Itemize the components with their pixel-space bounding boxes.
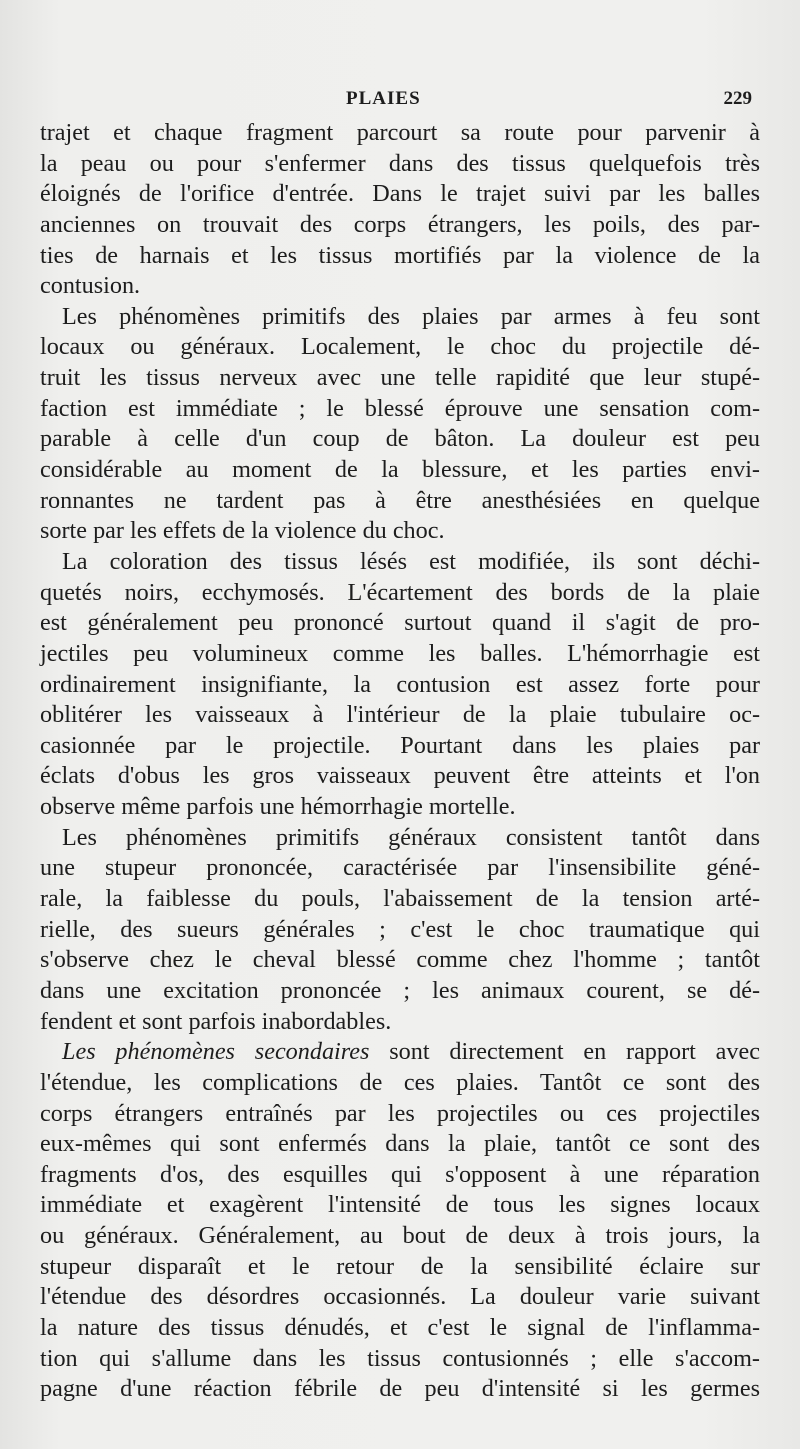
text-line: ou généraux. Généralement, au bout de deux à trois jours, la [40,1222,760,1250]
italic-lead: Les phénomènes secondaires [62,1038,370,1066]
text-line: dans une excitation prononcée ; les animaux courent, se dé- [40,976,760,1004]
text-line: corps étrangers entraînés par les projectiles ou ces projectiles [40,1099,760,1127]
text-line: casionnée par le projectile. Pourtant dans les plaies par [40,731,760,759]
text-line: trajet et chaque fragment parcourt sa route pour parvenir à [40,119,760,146]
text-line: locaux ou généraux. Localement, le choc du projectile dé- [40,333,760,361]
text-line: une stupeur prononcée, caractérisée par l'insensibilite géné- [40,854,760,882]
text-line: observe même parfois une hémorrhagie mortelle. [40,793,516,821]
paragraph [40,823,760,1037]
text-line: Les phénomènes primitifs des plaies par armes à feu sont [62,302,760,330]
text-line: l'étendue, les complications de ces plaies. Tantôt ce sont des [40,1068,760,1096]
text-line: rielle, des sueurs générales ; c'est le choc traumatique qui [40,915,760,943]
text-line: la nature des tissus dénudés, et c'est le signal de l'inflamma- [40,1313,760,1341]
text-line: eux-mêmes qui sont enfermés dans la plaie, tantôt ce sont des [40,1130,760,1158]
chapter-title: PLAIES [346,88,421,109]
text-line: l'étendue des désordres occasionnés. La douleur varie suivant [40,1283,760,1311]
text-line: Les phénomènes primitifs généraux consistent tantôt dans [62,823,760,851]
text-line: anciennes on trouvait des corps étrangers, les poils, des par- [40,210,760,238]
text-line: ronnantes ne tardent pas à être anesthésiées en quelque [40,486,760,514]
text-line: tion qui s'allume dans les tissus contusionnés ; elle s'accom- [40,1344,760,1372]
text-line: est généralement peu prononcé surtout quand il s'agit de pro- [40,609,760,637]
running-header [0,84,800,114]
text-line: parable à celle d'un coup de bâton. La douleur est peu [40,425,760,453]
paragraph [40,302,760,547]
paragraph [40,547,760,823]
text-line: éclats d'obus les gros vaisseaux peuvent être atteints et l'on [40,762,760,790]
text-line: stupeur disparaît et le retour de la sensibilité éclaire sur [40,1252,760,1280]
text-line: ordinairement insignifiante, la contusion est assez forte pour [40,670,760,698]
text-line: considérable au moment de la blessure, et les parties envi- [40,456,760,484]
body-text [40,118,760,1405]
text-line: fragments d'os, des esquilles qui s'opposent à une réparation [40,1160,760,1188]
text-fragment: sont directement en rapport avec [369,1038,760,1066]
text-line: contusion. [40,272,141,300]
text-line: rale, la faiblesse du pouls, l'abaissement de la tension arté- [40,885,760,913]
text-line: jectiles peu volumineux comme les balles. L'hémorrhagie est [40,639,760,667]
paragraph [40,1037,760,1405]
text-line: truit les tissus nerveux avec une telle rapidité que leur stupé- [40,364,760,392]
text-line: oblitérer les vaisseaux à l'intérieur de la plaie tubulaire oc- [40,701,760,729]
text-line: ties de harnais et les tissus mortifiés par la violence de la [40,241,760,269]
text-line: fendent et sont parfois inabordables. [40,1007,392,1035]
text-line: quetés noirs, ecchymosés. L'écartement des bords de la plaie [40,578,760,606]
text-line: sorte par les effets de la violence du choc. [40,517,445,545]
paragraph [40,118,760,302]
text-line: la peau ou pour s'enfermer dans des tissus quelquefois très [40,149,760,177]
text-line [40,1037,760,1068]
text-line: pagne d'une réaction fébrile de peu d'intensité si les germes [40,1375,760,1403]
text-line: La coloration des tissus lésés est modifiée, ils sont déchi- [62,547,760,575]
text-line: faction est immédiate ; le blessé éprouve une sensation com- [40,394,760,422]
text-line: s'observe chez le cheval blessé comme chez l'homme ; tantôt [40,946,760,974]
text-line: immédiate et exagèrent l'intensité de tous les signes locaux [40,1191,760,1219]
page-number: 229 [723,88,752,109]
text-line: éloignés de l'orifice d'entrée. Dans le trajet suivi par les balles [40,180,760,208]
